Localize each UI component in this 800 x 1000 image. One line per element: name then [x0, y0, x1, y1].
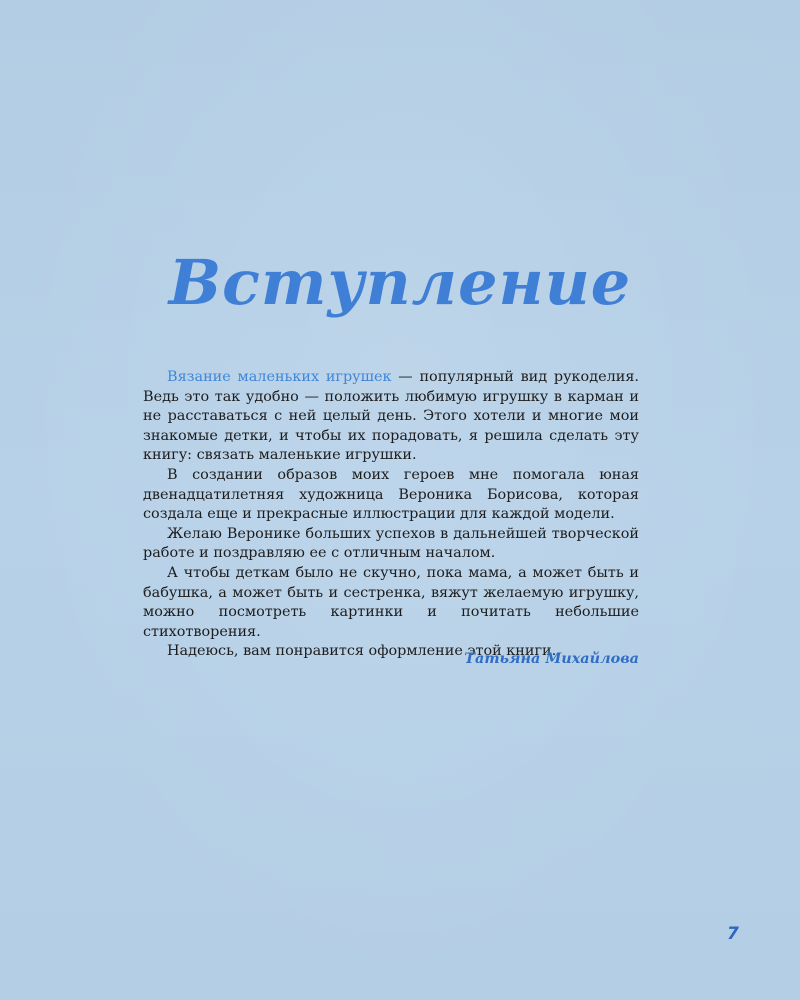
page-number: 7: [727, 924, 739, 944]
author-signature: Татьяна Михайлова: [464, 650, 639, 667]
introduction-text: [143, 368, 639, 662]
paragraph: Надеюсь, вам понравится оформление этой книги.: [167, 643, 557, 660]
paragraph: Желаю Веронике больших успехов в дальнейшей творческой работе и поздравляю ее с отличным началом.: [143, 525, 639, 562]
paragraph-text: — популярный вид рукоделия. Ведь это так удобно — положить любимую игрушку в карман и не расставаться с ней целый день. Этого хотели и многие мои знакомые детки, и чтобы их порадовать, я решила сделать эту книгу: связать маленькие игрушки.: [143, 369, 639, 464]
page-title: Вступление: [168, 246, 632, 319]
paragraph: [143, 368, 639, 466]
paragraph: В создании образов моих героев мне помогала юная двенадцатилетняя художница Вероника Борисова, которая создала еще и прекрасные иллюстрации для каждой модели.: [143, 466, 639, 523]
highlighted-phrase: Вязание маленьких игрушек: [167, 369, 392, 385]
paragraph: А чтобы деткам было не скучно, пока мама, а может быть и бабушка, а может быть и сестренка, вяжут желаемую игрушку, можно посмотреть картинки и почитать небольшие стихотворения.: [143, 564, 639, 640]
